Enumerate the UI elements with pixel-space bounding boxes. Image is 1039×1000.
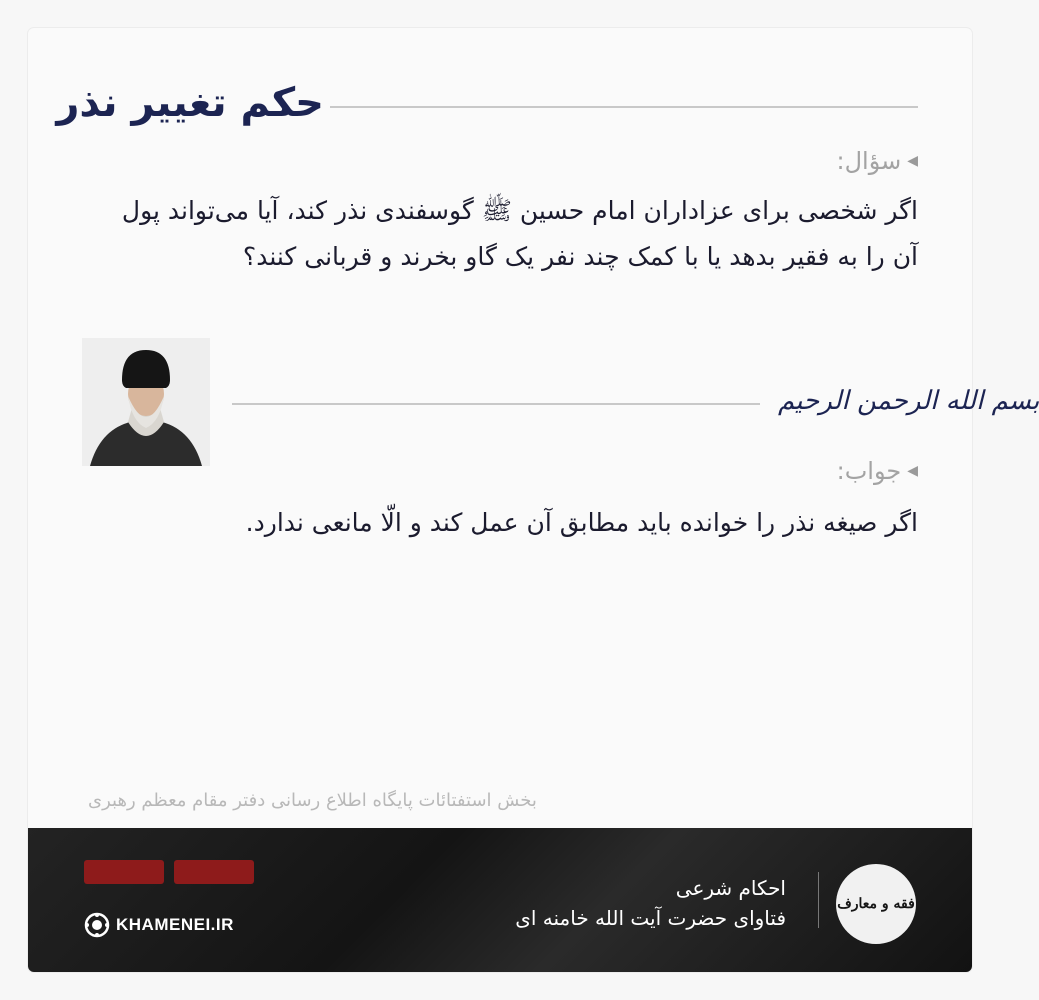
triangle-icon: ◀ [907, 153, 918, 169]
title-divider [330, 106, 918, 108]
question-label-text: سؤال: [836, 147, 902, 175]
question-text: اگر شخصی برای عزاداران امام حسین ﷺ گوسفندی نذر کند، آیا می‌تواند پول آن را به فقیر بدهد یا با کمک چند نفر یک گاو بخرند و قربانی کنند؟ [121, 196, 918, 271]
triangle-icon: ◀ [907, 463, 918, 479]
page-title: حکم تغییر نذر [56, 80, 324, 126]
footer-subtitle: فتاوای حضرت آیت الله خامنه ای [515, 906, 786, 930]
answer-label-text: جواب: [836, 457, 902, 485]
red-calligraphy-badge [84, 860, 164, 884]
seal-logo-text: فقه و معارف [837, 896, 915, 912]
brand-text: KHAMENEI.IR [116, 915, 234, 934]
footer-title: احکام شرعی [675, 876, 786, 900]
footer-banner [28, 828, 972, 972]
khamenei-brand[interactable] [84, 912, 234, 938]
answer-text: اگر صیغه نذر را خوانده باید مطابق آن عمل کند و الّا مانعی ندارد. [245, 508, 918, 537]
source-credit: بخش استفتائات پایگاه اطلاع رسانی دفتر مقام معظم رهبری [88, 790, 537, 811]
basmala-divider [232, 403, 760, 405]
answer-label [837, 457, 918, 485]
portrait-avatar [82, 338, 210, 466]
basmala-calligraphy: بسم الله الرحمن الرحیم [778, 386, 1039, 416]
question-label [837, 147, 918, 175]
portrait-image [82, 338, 210, 466]
brand-logo-icon [84, 912, 110, 938]
footer-divider [818, 872, 819, 928]
seal-logo [836, 864, 916, 944]
red-calligraphy-badge [174, 860, 254, 884]
